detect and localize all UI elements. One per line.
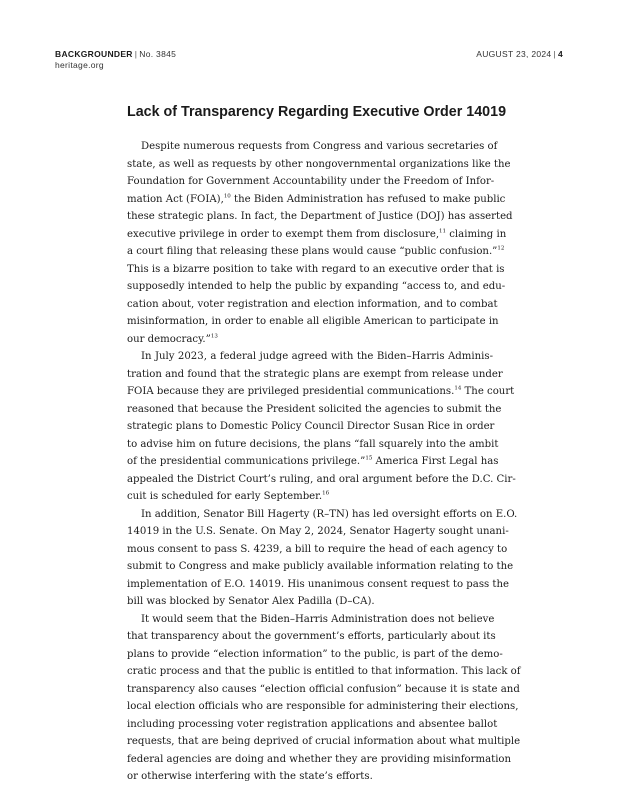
text-line <box>127 401 502 419</box>
report-number: No. 3845 <box>139 49 177 59</box>
text-segment: America First Legal has <box>372 456 499 467</box>
text-segment: local election officials who are responsible for administering their elections, <box>127 701 519 712</box>
page-number: 4 <box>557 49 563 59</box>
text-segment: In July 2023, a federal judge agreed with the Biden–Harris Adminis- <box>141 351 493 362</box>
text-segment: federal agencies are doing and whether they are providing misinformation <box>127 753 512 765</box>
footnote-marker: 14 <box>454 385 462 392</box>
text-segment: transparency also causes “election official confusion” because it is state and <box>127 683 520 695</box>
text-segment: supposedly intended to help the public by expanding “access to, and edu- <box>127 281 506 292</box>
section-title: Lack of Transparency Regarding Executive Order 14019 <box>127 104 507 120</box>
text-segment: reasoned that because the President solicited the agencies to submit the <box>127 403 502 415</box>
footnote-marker: 16 <box>322 490 330 497</box>
text-segment: state, as well as requests by other nongovernmental organizations like the <box>127 158 511 170</box>
text-segment: including processing voter registration applications and absentee ballot <box>127 718 498 730</box>
text-line <box>127 366 503 384</box>
text-segment: to advise him on future decisions, the plans “fall squarely into the ambit <box>127 438 499 450</box>
text-segment: submit to Congress and make publicly available information relating to the <box>127 561 514 572</box>
text-segment: bill was blocked by Senator Alex Padilla (D–CA). <box>127 596 375 607</box>
text-line <box>127 261 505 279</box>
text-segment: appealed the District Court’s ruling, and oral argument before the D.C. Cir- <box>127 473 516 485</box>
text-line <box>127 506 518 524</box>
series-name: BACKGROUNDER <box>55 49 133 59</box>
text-segment: cuit is scheduled for early September. <box>127 491 323 502</box>
header-right: AUGUST 23, 2024 | 4 <box>476 49 563 59</box>
text-line <box>127 208 513 226</box>
text-line <box>127 663 521 681</box>
text-line <box>127 593 493 611</box>
text-segment: mous consent to pass S. 4239, a bill to require the head of each agency to <box>127 543 508 555</box>
text-segment: cratic process and that the public is entitled to that information. This lack of <box>127 666 521 677</box>
text-line <box>127 471 516 489</box>
text-segment: This is a bizarre position to take with regard to an executive order that is <box>127 263 505 275</box>
text-line <box>127 278 506 296</box>
text-segment: requests, that are being deprived of crucial information about what multiple <box>127 736 521 747</box>
text-line <box>127 698 519 716</box>
text-line <box>127 191 506 209</box>
text-line <box>127 348 493 366</box>
text-line <box>127 313 499 331</box>
paragraph <box>127 611 521 786</box>
text-segment: Foundation for Government Accountability under the Freedom of Infor- <box>127 176 495 187</box>
text-segment: that transparency about the government’s efforts, particularly about its <box>127 631 496 642</box>
text-line <box>127 768 493 786</box>
text-line <box>127 611 493 629</box>
text-line <box>127 523 509 541</box>
text-line <box>127 541 508 559</box>
footnote-marker: 15 <box>365 455 373 462</box>
site-url: heritage.org <box>55 60 104 70</box>
text-segment: the Biden Administration has refused to make public <box>230 193 506 205</box>
text-line <box>127 418 493 436</box>
paragraph <box>127 506 518 611</box>
text-line <box>127 243 505 261</box>
text-line <box>127 751 512 769</box>
text-line <box>127 436 499 454</box>
text-line <box>127 576 510 594</box>
text-segment: FOIA because they are privileged presidential communications. <box>127 386 455 397</box>
text-line <box>127 733 521 751</box>
text-segment: The court <box>461 386 515 397</box>
text-segment: 14019 in the U.S. Senate. On May 2, 2024, Senator Hagerty sought unani- <box>127 526 509 537</box>
paragraph <box>127 348 516 506</box>
text-segment: Despite numerous requests from Congress and various secretaries of <box>141 141 498 152</box>
text-segment: mation Act (FOIA), <box>127 193 224 205</box>
body-text <box>127 138 521 786</box>
header-left: BACKGROUNDER | No. 3845 heritage.org <box>55 49 177 70</box>
text-line <box>127 646 503 664</box>
publication-date: AUGUST 23, 2024 <box>476 49 552 59</box>
paragraph <box>127 138 513 348</box>
text-line <box>127 453 499 471</box>
footnote-marker: 10 <box>223 193 231 200</box>
text-line <box>127 331 493 349</box>
text-line <box>127 488 493 506</box>
text-segment: strategic plans to Domestic Policy Council Director Susan Rice in order <box>127 421 495 432</box>
text-segment: these strategic plans. In fact, the Department of Justice (DOJ) has asserted <box>127 211 513 222</box>
text-line <box>127 558 514 576</box>
text-segment: tration and found that the strategic plans are exempt from release under <box>127 368 503 380</box>
text-line <box>127 383 515 401</box>
footnote-marker: 12 <box>497 245 505 252</box>
text-segment: our democracy.” <box>127 333 211 345</box>
text-segment: implementation of E.O. 14019. His unanimous consent request to pass the <box>127 578 510 590</box>
text-segment: of the presidential communications privilege.” <box>127 456 366 467</box>
text-line <box>127 138 498 156</box>
text-line <box>127 716 498 734</box>
text-segment: It would seem that the Biden–Harris Administration does not believe <box>141 613 495 625</box>
text-segment: In addition, Senator Bill Hagerty (R–TN) has led oversight efforts on E.O. <box>141 508 518 520</box>
text-line <box>127 226 507 244</box>
text-segment: misinformation, in order to enable all eligible American to participate in <box>127 316 499 327</box>
footnote-marker: 11 <box>439 228 447 235</box>
text-line <box>127 296 498 314</box>
page-header <box>55 49 563 77</box>
text-segment: or otherwise interfering with the state’s efforts. <box>127 771 373 782</box>
text-line <box>127 173 493 191</box>
text-segment: cation about, voter registration and election information, and to combat <box>127 298 498 310</box>
text-segment: a court filing that releasing these plans would cause “public confusion.” <box>127 246 498 257</box>
text-line <box>127 628 496 646</box>
text-segment: claiming in <box>446 228 507 240</box>
text-line <box>127 156 511 174</box>
text-segment: plans to provide “election information” to the public, is part of the demo- <box>127 648 503 660</box>
text-line <box>127 681 520 699</box>
footnote-marker: 13 <box>210 333 218 340</box>
text-segment: executive privilege in order to exempt them from disclosure, <box>127 228 440 240</box>
